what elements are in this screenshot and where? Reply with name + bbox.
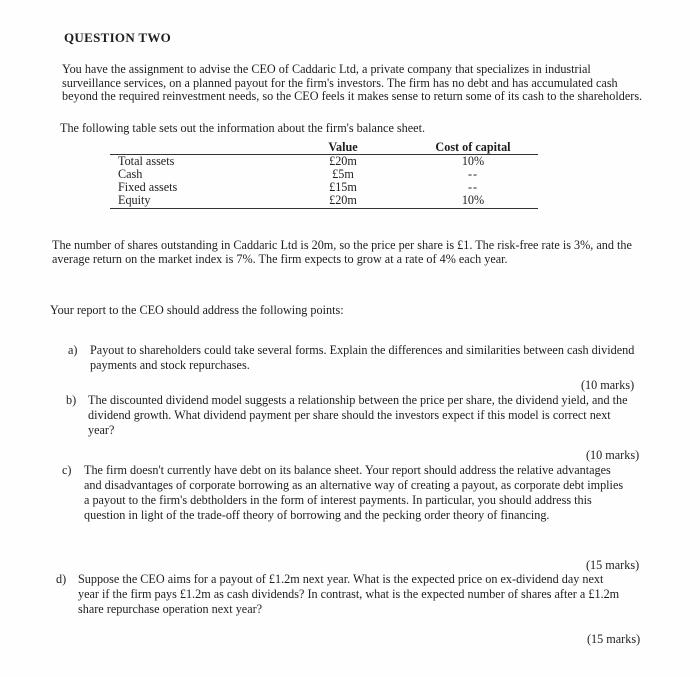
row-cost: -- — [467, 167, 479, 181]
question-label: c) — [62, 463, 72, 477]
question-label: d) — [56, 572, 67, 586]
table-header-cost: Cost of capital — [408, 141, 538, 155]
row-label: Fixed assets — [118, 180, 178, 194]
row-cost: -- — [467, 180, 479, 194]
row-label: Cash — [118, 167, 143, 181]
question-label: b) — [66, 393, 77, 407]
report-intro: Your report to the CEO should address the following points: — [50, 303, 344, 317]
intro-paragraph: You have the assignment to advise the CEO of Caddaric Ltd, a private company that specializes in industrial surveillance services, on a planned payout for the firm's investors. The firm has no debt and has accumulated cash beyond the required reinvestment needs, so the CEO feels it makes sense to return some of its cash to the shareholders. — [62, 62, 643, 103]
row-label: Total assets — [118, 154, 175, 168]
marks-c: (15 marks) — [586, 558, 640, 572]
row-value: £20m — [329, 154, 357, 168]
row-label: Equity — [110, 194, 278, 209]
question-text: Suppose the CEO aims for a payout of £1.2m next year. What is the expected price on ex-dividend day next year if the firm pays £1.2m as cash dividends? In contrast, what is the expected number of shares after a £1.2m share repurchase operation next year? — [78, 572, 620, 616]
table-header-row — [110, 141, 538, 155]
table-header-blank — [110, 141, 278, 155]
question-text: Payout to shareholders could take several forms. Explain the differences and similarities between cash dividend payments and stock repurchases. — [90, 343, 635, 372]
question-text: The discounted dividend model suggests a relationship between the price per share, the dividend yield, and the dividend growth. What dividend payment per share should the investors expect if this model is correct next year? — [88, 393, 628, 437]
shares-paragraph: The number of shares outstanding in Caddaric Ltd is 20m, so the price per share is £1. The risk-free rate is 3%, and the average return on the market index is 7%. The firm expects to grow at a rate of 4% each year. — [52, 238, 632, 266]
row-cost: 10% — [408, 194, 538, 209]
row-value: £20m — [278, 194, 408, 209]
question-text: The firm doesn't currently have debt on its balance sheet. Your report should address the relative advantages and disadvantages of corporate borrowing as an alternative way of creating a payout, as corporate debt implies a payout to the firm's debtholders in the form of interest payments. In particular, you should address this question in light of the trade-off theory of borrowing and the pecking order theory of financing. — [84, 463, 624, 522]
marks-b: (10 marks) — [586, 448, 640, 462]
question-label: a) — [68, 343, 78, 357]
row-cost: 10% — [461, 154, 485, 168]
marks-d: (15 marks) — [587, 632, 641, 646]
table-row — [110, 194, 538, 209]
table-header-value: Value — [278, 141, 408, 155]
table-intro: The following table sets out the information about the firm's balance sheet. — [60, 121, 426, 135]
marks-a: (10 marks) — [581, 378, 635, 392]
table-row — [110, 155, 538, 169]
question-heading: QUESTION TWO — [64, 30, 172, 45]
row-value: £5m — [332, 167, 354, 181]
row-value: £15m — [329, 180, 357, 194]
balance-sheet-table — [110, 141, 538, 209]
